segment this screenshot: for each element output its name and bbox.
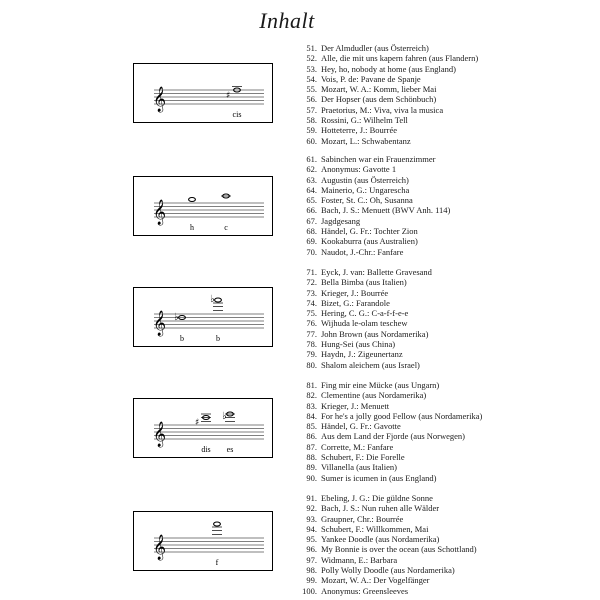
entry-number: 58. (306, 115, 317, 126)
list-item (302, 565, 477, 575)
entry-title: Rossini, G.: Wilhelm Tell (321, 115, 408, 126)
staff-notation (134, 64, 274, 124)
entry-number: 83. (306, 400, 317, 411)
list-item (302, 360, 432, 370)
list-item (302, 175, 450, 185)
entry-title: Polly Wolly Doodle (aus Nordamerika) (321, 565, 455, 576)
list-item (302, 544, 477, 554)
entry-title: Haydn, J.: Zigeunertanz (321, 349, 403, 360)
entry-title: Sabinchen war ein Frauenzimmer (321, 154, 436, 164)
list-item (302, 329, 432, 339)
staff-notation (134, 177, 274, 237)
entry-title: John Brown (aus Nordamerika) (321, 328, 429, 339)
list-item (302, 205, 450, 215)
list-item (302, 298, 432, 308)
sharp-icon: ♯ (195, 418, 200, 428)
entry-title: Villanella (aus Italien) (321, 462, 397, 473)
entry-title: Mozart, W. A.: Komm, lieber Mai (321, 84, 437, 95)
entry-number: 75. (306, 308, 317, 319)
note-label: h (190, 223, 194, 232)
entry-number: 94. (306, 523, 317, 534)
entry-number: 97. (306, 554, 317, 565)
list-item (302, 431, 482, 441)
entry-number: 52. (306, 53, 317, 64)
entry-title: Foster, St. C.: Oh, Susanna (321, 195, 413, 206)
note-label: cis (232, 110, 242, 119)
entry-title: Mozart, W. A.: Der Vogelfänger (321, 575, 430, 586)
entry-list-61-70 (302, 154, 450, 257)
entry-number: 62. (306, 164, 317, 175)
entry-title: Schubert, F.: Willkommen, Mai (321, 523, 429, 534)
notation-box-71-80 (133, 287, 273, 347)
entry-title: Bella Bimba (aus Italien) (321, 277, 407, 288)
list-item (302, 452, 482, 462)
entry-title: My Bonnie is over the ocean (aus Schottland) (321, 544, 477, 555)
entry-title: Hotteterre, J.: Bourrée (321, 125, 397, 136)
list-item (302, 195, 450, 205)
entry-title: Bach, J. S.: Nun ruhen alle Wälder (321, 503, 440, 514)
notation-box-81-90 (133, 398, 273, 458)
list-item (302, 277, 432, 287)
entry-number: 65. (306, 195, 317, 206)
entry-number: 84. (306, 410, 317, 421)
entry-number: 53. (306, 63, 317, 74)
entry-number: 100. (302, 585, 317, 596)
entry-title: Mozart, L.: Schwabentanz (321, 135, 411, 146)
entry-number: 56. (306, 94, 317, 105)
list-item (302, 503, 477, 513)
list-item (302, 74, 478, 84)
entry-title: Fing mir eine Mücke (aus Ungarn) (321, 380, 440, 390)
entry-list-71-80 (302, 267, 432, 370)
entry-title: Eyck, J. van: Ballette Gravesand (321, 267, 432, 277)
list-item (302, 308, 432, 318)
list-item (302, 462, 482, 472)
list-item (302, 493, 477, 503)
whole-note-icon (215, 298, 222, 302)
entry-title: Praetorius, M.: Viva, viva la musica (321, 104, 444, 115)
entry-list-51-60 (302, 43, 478, 146)
list-item (302, 226, 450, 236)
list-item (302, 64, 478, 74)
entry-number: 98. (306, 565, 317, 576)
entry-title: Widmann, E.: Barbara (321, 554, 398, 565)
note-label: f (215, 558, 219, 567)
list-item (302, 136, 478, 146)
treble-clef-icon: 𝄞 (153, 422, 167, 447)
note-label: c (224, 223, 228, 232)
entry-number: 61. (306, 154, 317, 164)
entry-number: 57. (306, 104, 317, 115)
entry-title: Schubert, F.: Die Forelle (321, 452, 405, 463)
entry-number: 60. (306, 135, 317, 146)
list-item (302, 84, 478, 94)
note-label: b (180, 334, 184, 343)
entry-number: 85. (306, 421, 317, 432)
page-title: Inhalt (259, 8, 315, 33)
list-item (302, 267, 432, 277)
entry-number: 59. (306, 125, 317, 136)
list-item (302, 534, 477, 544)
entry-title: Hung-Sei (aus China) (321, 339, 396, 350)
list-item (302, 411, 482, 421)
entry-title: Vois, P. de: Pavane de Spanje (321, 73, 421, 84)
entry-title: Anonymus: Gavotte 1 (321, 164, 397, 175)
entry-title: Naudot, J.-Chr.: Fanfare (321, 246, 404, 257)
entry-number: 87. (306, 441, 317, 452)
entry-title: Hering, C. G.: C-a-f-f-e-e (321, 308, 409, 319)
entry-number: 54. (306, 73, 317, 84)
list-item (302, 154, 450, 164)
entry-number: 88. (306, 452, 317, 463)
list-item (302, 236, 450, 246)
entry-number: 79. (306, 349, 317, 360)
entry-number: 55. (306, 84, 317, 95)
note-label: b (216, 334, 220, 343)
list-item (302, 43, 478, 53)
entry-title: Bach, J. S.: Menuett (BWV Anh. 114) (321, 205, 451, 216)
entry-title: Clementine (aus Nordamerika) (321, 390, 427, 401)
list-item (302, 390, 482, 400)
entry-title: Anonymus: Greensleeves (321, 585, 409, 596)
entry-title: Krieger, J.: Menuett (321, 400, 390, 411)
list-item (302, 216, 450, 226)
entry-number: 76. (306, 318, 317, 329)
entry-number: 73. (306, 287, 317, 298)
entry-title: Wijhuda le-olam teschew (321, 318, 408, 329)
flat-icon: ♭ (222, 411, 227, 422)
staff-notation (134, 399, 274, 459)
entry-title: Jagdgesang (321, 215, 361, 226)
entry-number: 99. (306, 575, 317, 586)
entry-title: Hey, ho, nobody at home (aus England) (321, 63, 456, 74)
staff-notation (134, 288, 274, 348)
list-item (302, 575, 477, 585)
list-item (302, 442, 482, 452)
treble-clef-icon: 𝄞 (153, 311, 167, 336)
treble-clef-icon: 𝄞 (153, 200, 167, 225)
sharp-icon: ♯ (226, 91, 231, 101)
entry-title: For he's a jolly good Fellow (aus Nordamerika) (321, 410, 483, 421)
list-item (302, 555, 477, 565)
entry-number: 92. (306, 503, 317, 514)
list-item (302, 586, 477, 596)
note-label: es (226, 445, 234, 454)
list-item (302, 164, 450, 174)
list-item (302, 401, 482, 411)
list-item (302, 318, 432, 328)
list-item (302, 380, 482, 390)
list-item (302, 473, 482, 483)
entry-title: Ebeling, J. G.: Die güldne Sonne (321, 493, 433, 503)
entry-title: Händel, G. Fr.: Tochter Zion (321, 226, 418, 237)
entry-title: Krieger, J.: Bourrée (321, 287, 389, 298)
entry-title: Der Almdudler (aus Österreich) (321, 43, 429, 53)
treble-clef-icon: 𝄞 (153, 87, 167, 112)
entry-number: 51. (306, 43, 317, 53)
list-item (302, 339, 432, 349)
entry-title: Bizet, G.: Farandole (321, 297, 390, 308)
list-item (302, 53, 478, 63)
entry-number: 86. (306, 431, 317, 442)
notation-box-61-70 (133, 176, 273, 236)
list-item (302, 514, 477, 524)
entry-title: Aus dem Land der Fjorde (aus Norwegen) (321, 431, 465, 442)
entry-number: 68. (306, 226, 317, 237)
entry-number: 90. (306, 472, 317, 483)
entry-title: Händel, G. Fr.: Gavotte (321, 421, 401, 432)
entry-number: 95. (306, 534, 317, 545)
entry-title: Mainerio, G.: Ungarescha (321, 184, 410, 195)
list-item (302, 125, 478, 135)
entry-number: 70. (306, 246, 317, 257)
entry-number: 82. (306, 390, 317, 401)
notation-box-91-100 (133, 511, 273, 571)
flat-icon: ♭ (210, 294, 215, 305)
entry-number: 81. (306, 380, 317, 390)
flat-icon: ♭ (174, 312, 179, 323)
list-item (302, 94, 478, 104)
entry-number: 77. (306, 328, 317, 339)
list-item (302, 185, 450, 195)
whole-note-icon (189, 198, 196, 202)
entry-number: 78. (306, 339, 317, 350)
entry-number: 80. (306, 359, 317, 370)
list-item (302, 349, 432, 359)
entry-number: 63. (306, 174, 317, 185)
entry-title: Der Hopser (aus dem Schönbuch) (321, 94, 437, 105)
whole-note-icon (214, 522, 221, 526)
list-item (302, 421, 482, 431)
list-item (302, 115, 478, 125)
entry-title: Augustin (aus Österreich) (321, 174, 409, 185)
entry-number: 64. (306, 184, 317, 195)
entry-number: 66. (306, 205, 317, 216)
entry-number: 89. (306, 462, 317, 473)
entry-number: 69. (306, 236, 317, 247)
list-item (302, 247, 450, 257)
entry-title: Sumer is icumen in (aus England) (321, 472, 437, 483)
treble-clef-icon: 𝄞 (153, 535, 167, 560)
entry-list-91-100 (302, 493, 477, 596)
list-item (302, 288, 432, 298)
entry-title: Alle, die mit uns kapern fahren (aus Flandern) (321, 53, 479, 64)
entry-number: 96. (306, 544, 317, 555)
entry-number: 74. (306, 297, 317, 308)
entry-number: 67. (306, 215, 317, 226)
entry-title: Corrette, M.: Fanfare (321, 441, 394, 452)
entry-title: Graupner, Chr.: Bourrée (321, 513, 404, 524)
list-item (302, 105, 478, 115)
entry-title: Yankee Doodle (aus Nordamerika) (321, 534, 440, 545)
entry-title: Kookaburra (aus Australien) (321, 236, 418, 247)
notation-box-51-60 (133, 63, 273, 123)
entry-list-81-90 (302, 380, 482, 483)
entry-number: 91. (306, 493, 317, 503)
entry-number: 93. (306, 513, 317, 524)
staff-notation (134, 512, 274, 572)
entry-title: Shalom aleichem (aus Israel) (321, 359, 420, 370)
note-label: dis (201, 445, 211, 454)
entry-number: 71. (306, 267, 317, 277)
entry-number: 72. (306, 277, 317, 288)
list-item (302, 524, 477, 534)
